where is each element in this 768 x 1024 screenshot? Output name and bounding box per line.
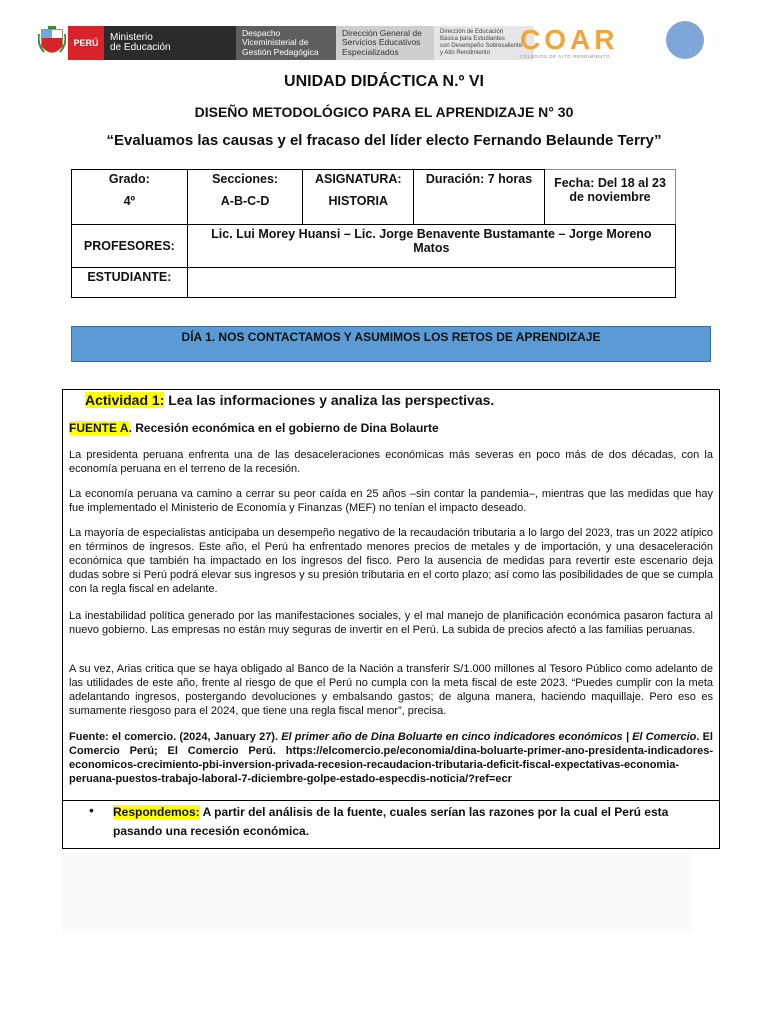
direccion-ebe-label: Dirección de Educación Básica para Estudiantes con Desempeño Sobresaliente y Alto Rendimiento bbox=[440, 29, 523, 56]
blue-circle-decoration bbox=[666, 21, 704, 59]
coat-of-arms-icon bbox=[38, 26, 66, 60]
subject-label: ASIGNATURA: bbox=[314, 172, 402, 186]
paragraph-1: La presidenta peruana enfrenta una de las desaceleraciones económicas más severas en poco más de dos décadas, con la economía peruana en el terreno de la recesión. bbox=[69, 449, 713, 475]
student-name-field[interactable] bbox=[187, 268, 675, 298]
duration-label: Duración: 7 horas bbox=[425, 172, 533, 186]
lesson-topic: “Evaluamos las causas y el fracaso del líder electo Fernando Belaunde Terry” bbox=[106, 132, 662, 149]
grade-label: Grado: bbox=[108, 172, 150, 186]
grade-value: 4º bbox=[123, 194, 136, 208]
direccion-general-logo bbox=[336, 26, 434, 60]
sections-cell bbox=[187, 170, 303, 225]
peru-logo: PERÚ bbox=[68, 26, 104, 60]
citation-title: El primer año de Dina Boluarte en cinco indicadores económicos | El Comercio bbox=[281, 731, 697, 743]
sections-label: Secciones: bbox=[212, 172, 279, 186]
subject-cell bbox=[303, 170, 414, 225]
despacho-logo bbox=[236, 26, 336, 60]
activity-heading bbox=[85, 392, 494, 408]
source-heading bbox=[69, 421, 439, 435]
activity-text: Lea las informaciones y analiza las perspectivas. bbox=[164, 392, 495, 408]
paragraph-4: La inestabilidad política generado por las manifestaciones sociales, y el mal manejo de planificación económica pasaron factura al nuevo gobierno. Las empresas no están muy seguras de invertir en el Perú. La subida de precios afectó a las familias peruanas. bbox=[69, 610, 713, 636]
activity-label: Actividad 1: bbox=[85, 392, 165, 408]
date-cell bbox=[545, 170, 676, 225]
teachers-value: Lic. Lui Morey Huansi – Lic. Jorge Benavente Bustamante – Jorge Moreno Matos bbox=[211, 227, 652, 255]
info-table bbox=[71, 169, 676, 298]
subject-value: HISTORIA bbox=[328, 194, 388, 208]
bullet-icon: • bbox=[89, 802, 94, 818]
teachers-label-cell bbox=[72, 225, 188, 268]
respond-label: Respondemos: bbox=[113, 805, 200, 819]
respond-prompt bbox=[113, 803, 703, 841]
citation-start: Fuente: el comercio. (2024, January 27). bbox=[69, 731, 282, 743]
despacho-label: Despacho Viceministerial de Gestión Pedagógica bbox=[242, 27, 319, 57]
citation-end: . El Comercio Perú; El Comercio Perú. https://elcomercio.pe/economia/dina-boluarte-primer-ano-presidenta-indicadores-economicos-crecimiento-pbi-inversion-privada-recesion-recaudacion-tributaria-deficit-fiscal-expectativas-economia-peruana-puestos-trabajo-laboral-7-diciembre-golpe-estado-especdis-noticia/?ref=ecr bbox=[69, 731, 713, 785]
student-label: ESTUDIANTE: bbox=[87, 270, 172, 284]
citation bbox=[69, 730, 713, 786]
grade-cell bbox=[72, 170, 188, 225]
duration-cell bbox=[414, 170, 545, 225]
answer-area[interactable] bbox=[62, 852, 692, 932]
unit-title: UNIDAD DIDÁCTICA N.º VI bbox=[284, 73, 484, 90]
coar-logo-text: COAR bbox=[520, 24, 619, 55]
student-label-cell bbox=[72, 268, 188, 298]
coar-logo bbox=[520, 24, 660, 64]
sections-value: A-B-C-D bbox=[220, 194, 270, 208]
design-title: DISEÑO METODOLÓGICO PARA EL APRENDIZAJE N° 30 bbox=[194, 104, 574, 120]
ministerio-logo bbox=[104, 26, 236, 60]
paragraph-2: La economía peruana va camino a cerrar su peor caída en 25 años –sin contar la pandemia–, mientras que las medidas que hay fue implementado el Ministerio de Economía y Finanzas (MEF) no tenían el impacto deseado. bbox=[69, 488, 713, 514]
divider bbox=[63, 800, 719, 801]
activity-box bbox=[62, 389, 720, 849]
direccion-general-label: Dirección General de Servicios Educativos Especializados bbox=[342, 27, 422, 57]
teachers-value-cell bbox=[187, 225, 675, 268]
paragraph-3: La mayoría de especialistas anticipaba un desempeño negativo de la recaudación tributaria a lo largo del 2023, tras un 2022 atípico en términos de ingresos. Este año, el Perú ha enfrentado menores precios de metales y de importación, y una desaceleración económica que también ha impactado en los ingresos del fisco. Pero la ausencia de medidas para revertir este escenario deja dudas sobre si Perú podrá elevar sus ingresos y su presión tributaria en el corto plazo; así como las posibilidades de que se cumpla con la regla fiscal en adelante. bbox=[69, 527, 713, 595]
day-banner: DÍA 1. NOS CONTACTAMOS Y ASUMIMOS LOS RETOS DE APRENDIZAJE bbox=[71, 326, 711, 362]
date-label: Fecha: Del 18 al 23 de noviembre bbox=[554, 176, 666, 204]
teachers-label: PROFESORES: bbox=[83, 239, 175, 253]
coar-logo-subtitle: COLEGIOS DE ALTO RENDIMIENTO bbox=[520, 54, 611, 59]
ministerio-label: Ministerio de Educación bbox=[110, 32, 171, 53]
direccion-ebe-logo bbox=[434, 26, 534, 60]
source-title: . Recesión económica en el gobierno de Dina Bolaurte bbox=[128, 421, 439, 435]
source-label: FUENTE A bbox=[69, 421, 129, 435]
respond-text: A partir del análisis de la fuente, cuales serían las razones por la cual el Perú esta pasando una recesión económica. bbox=[113, 805, 669, 838]
header-logos bbox=[38, 24, 758, 64]
paragraph-5: A su vez, Arias critica que se haya obligado al Banco de la Nación a transferir S/1.000 millones al Tesoro Público como adelanto de las utilidades de este año, frente al riesgo de que el Perú no cumpla con la meta fiscal de este 2023. “Puedes cumplir con la meta adelantando ingresos, postergando devoluciones y embalsando gastos; de alguna manera, haciendo maquillaje. Pero eso es sumamente riesgoso para el 2024, que tiene una regla fiscal menor”, precisa. bbox=[69, 663, 713, 717]
